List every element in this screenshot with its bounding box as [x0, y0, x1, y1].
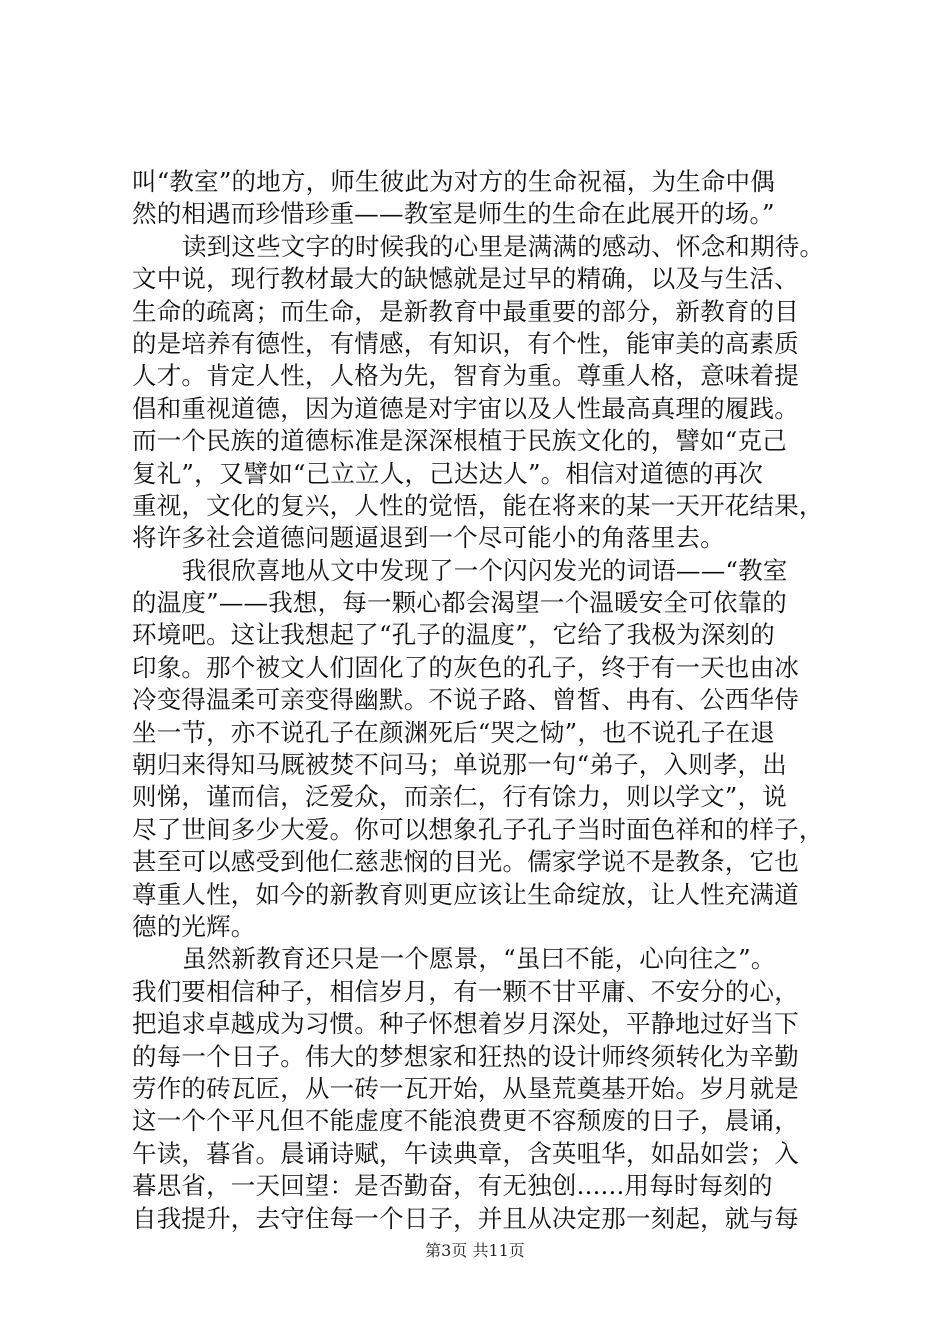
- text-line: 把追求卓越成为习惯。种子怀想着岁月深处，平静地过好当下: [132, 1009, 799, 1039]
- text-line: 复礼”，又譬如“己立立人，己达达人”。相信对道德的再次: [132, 458, 763, 488]
- text-line: 虽然新教育还只是一个愿景，“虽曰不能，心向往之”。: [182, 944, 776, 974]
- text-line: 德的光辉。: [132, 911, 256, 941]
- text-line: 倡和重视道德，因为道德是对宇宙以及人性最高真理的履践。: [132, 393, 799, 423]
- text-line: 然的相遇而珍惜珍重——教室是师生的生命在此展开的场。”: [132, 199, 775, 229]
- text-line: 的温度”——我想，每一颗心都会渴望一个温暖安全可依靠的: [132, 588, 787, 618]
- text-line: 劳作的砖瓦匠，从一砖一瓦开始，从垦荒奠基开始。岁月就是: [132, 1073, 799, 1103]
- text-line: 暮思省，一天回望：是否勤奋，有无独创......用每时每刻的: [132, 1171, 773, 1201]
- text-line: 的是培养有德性，有情感，有知识，有个性，能审美的高素质: [132, 328, 799, 358]
- text-line: 读到这些文字的时候我的心里是满满的感动、怀念和期待。: [182, 231, 825, 261]
- text-line: 这一个个平凡但不能虚度不能浪费更不容颓废的日子，晨诵，: [132, 1106, 799, 1136]
- text-line: 人才。肯定人性，人格为先，智育为重。尊重人格，意味着提: [132, 361, 799, 391]
- text-line: 生命的疏离；而生命，是新教育中最重要的部分，新教育的目: [132, 296, 799, 326]
- text-line: 的每一个日子。伟大的梦想家和狂热的设计师终须转化为辛勤: [132, 1041, 799, 1071]
- text-line: 叫“教室”的地方，师生彼此为对方的生命祝福，为生命中偶: [132, 167, 775, 196]
- text-line: 朝归来得知马厩被焚不问马；单说那一句“弟子，入则孝，出: [132, 750, 787, 780]
- text-line: 将许多社会道德问题逼退到一个尽可能小的角落里去。: [132, 523, 725, 553]
- text-line: 冷变得温柔可亲变得幽默。不说子路、曾皙、冉有、公西华侍: [132, 685, 799, 715]
- text-line: 尽了世间多少大爱。你可以想象孔子孔子当时面色祥和的样子，: [132, 814, 824, 844]
- text-line: 文中说，现行教材最大的缺憾就是过早的精确，以及与生活、: [132, 264, 799, 294]
- text-line: 甚至可以感受到他仁慈悲悯的目光。儒家学说不是教条，它也: [132, 847, 799, 877]
- text-line: 我很欣喜地从文中发现了一个闪闪发光的词语——“教室: [182, 555, 788, 585]
- text-line: 而一个民族的道德标准是深深根植于民族文化的，譬如“克己: [132, 426, 787, 456]
- text-line: 自我提升，去守住每一个日子，并且从决定那一刻起，就与每: [132, 1203, 799, 1233]
- text-line: 坐一节，亦不说孔子在颜渊死后“哭之恸”，也不说孔子在退: [132, 717, 775, 747]
- text-line: 尊重人性，如今的新教育则更应该让生命绽放，让人性充满道: [132, 879, 799, 909]
- page-number-footer: 第3页 共11页: [425, 1241, 525, 1260]
- text-line: 环境吧。这让我想起了“孔子的温度”，它给了我极为深刻的: [132, 620, 775, 650]
- text-line: 重视，文化的复兴，人性的觉悟，能在将来的某一天开花结果，: [132, 490, 824, 520]
- text-line: 印象。那个被文人们固化了的灰色的孔子，终于有一天也由冰: [132, 652, 799, 682]
- text-line: 则悌，谨而信，泛爱众，而亲仁，行有馀力，则以学文”，说: [132, 782, 787, 812]
- text-line: 我们要相信种子，相信岁月，有一颗不甘平庸、不安分的心，: [132, 976, 799, 1006]
- body-text: [132, 166, 844, 1235]
- text-line: 午读，暮省。晨诵诗赋，午读典章，含英咀华，如品如尝；入: [132, 1138, 799, 1168]
